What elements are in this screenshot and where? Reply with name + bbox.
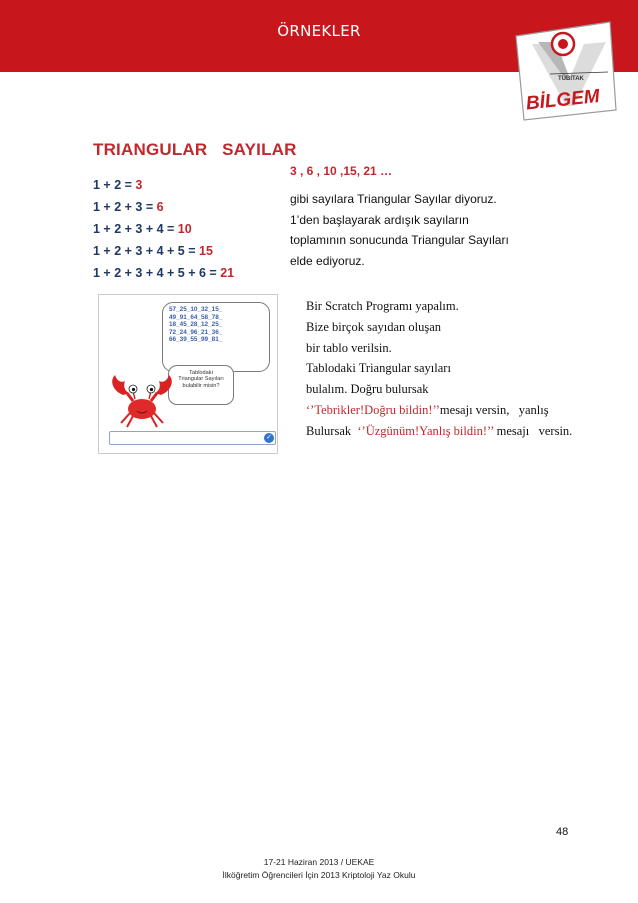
tubitak-bilgem-logo [510, 14, 618, 124]
equation-row: 1 + 2 = 3 [93, 178, 143, 192]
success-message: ‘’Tebrikler!Doğru bildin!’’ [306, 402, 440, 417]
program-description [306, 296, 572, 442]
program-line: Bulursak ‘’Üzgünüm!Yanlış bildin!’’ mesajı versin. [306, 423, 573, 438]
description-line: toplamının sonucunda Triangular Sayıları [290, 233, 509, 247]
scratch-stage-screenshot [98, 294, 278, 454]
answer-input[interactable] [109, 431, 276, 445]
description-line: elde ediyoruz. [290, 253, 365, 268]
equation-result: 10 [177, 222, 192, 236]
description-paragraph [290, 189, 550, 271]
program-line: Bize birçok sayıdan oluşan [306, 319, 442, 334]
number-row: 18_45_28_12_25_ [169, 321, 223, 329]
failure-message: ‘’Üzgünüm!Yanlış bildin!’’ [357, 423, 494, 438]
program-line: bir tablo verilsin. [306, 340, 392, 355]
footer-line: İlköğretim Öğrencileri İçin 2013 Kriptoloji Yaz Okulu [222, 869, 416, 880]
description-line: 1’den başlayarak ardışık sayıların [290, 212, 469, 227]
checkmark-icon[interactable]: ✓ [264, 433, 274, 443]
program-line: Tablodaki Triangular sayıları [306, 361, 451, 376]
program-line: bulalım. Doğru bulursak [306, 382, 429, 397]
question-bubble: Tablodaki Triangular Sayıları bulabilir misin? [168, 365, 234, 405]
number-row: 57_25_10_32_15_ [169, 306, 223, 313]
number-row: 66_39_55_99_81_ [169, 336, 223, 344]
number-row: 49_91_64_58_78_ [169, 313, 223, 321]
svg-text:BİLGEM: BİLGEM [524, 85, 601, 115]
equation-row: 1 + 2 + 3 = 6 [93, 200, 164, 214]
number-row: 72_24_96_21_36_ [169, 328, 223, 336]
equation-row: 1 + 2 + 3 + 4 = 10 [93, 222, 192, 236]
equation-row: 1 + 2 + 3 + 4 + 5 = 15 [93, 244, 213, 258]
svg-text:TÜBİTAK: TÜBİTAK [558, 76, 584, 82]
equation-result: 3 [135, 178, 143, 192]
page-section-title: ÖRNEKLER [277, 22, 361, 40]
section-heading: TRIANGULAR SAYILAR [93, 140, 297, 159]
equation-result: 15 [199, 244, 213, 258]
equation-list [93, 174, 234, 284]
description-line: gibi sayılara Triangular Sayılar diyoruz. [290, 192, 497, 206]
program-line: Bir Scratch Programı yapalım. [306, 299, 459, 313]
equation-row: 1 + 2 + 3 + 4 + 5 + 6 = 21 [93, 266, 235, 280]
page-number: 48 [556, 826, 569, 838]
footer-line: 17-21 Haziran 2013 / UEKAE [263, 857, 375, 867]
equation-result: 21 [220, 266, 235, 280]
equation-result: 6 [156, 200, 164, 214]
footer [0, 856, 638, 881]
program-line: ‘’Tebrikler!Doğru bildin!’’mesajı versin, yanlış [306, 402, 549, 417]
crab-sprite-icon [107, 373, 177, 431]
number-table-bubble [162, 302, 270, 372]
sequence-text: 3 , 6 , 10 ,15, 21 … [290, 164, 393, 178]
